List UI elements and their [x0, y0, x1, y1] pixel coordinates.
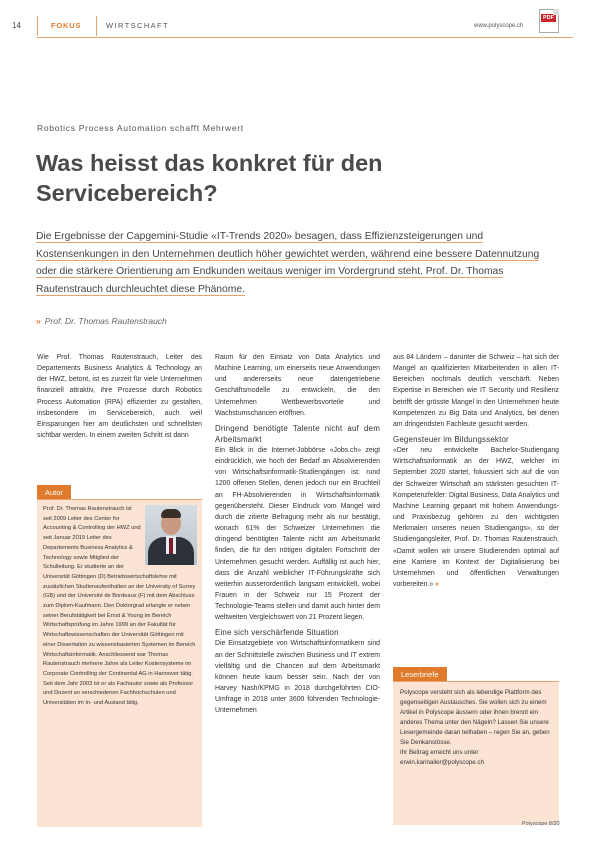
body-column-3	[393, 352, 559, 593]
article-kicker: Robotics Process Automation schafft Mehrwert	[37, 123, 244, 133]
end-mark-icon: «	[435, 580, 439, 588]
letters-box	[393, 667, 559, 825]
author-box	[37, 485, 202, 827]
letters-box-body	[400, 688, 554, 768]
letters-box-label: Leserbriefe	[393, 667, 447, 681]
author-name: Prof. Dr. Thomas Rautenstrauch	[44, 316, 167, 326]
subheading: Eine sich verschärfende Situation	[215, 628, 339, 638]
section-label: FOKUS	[51, 21, 82, 30]
ressort-label: WIRTSCHAFT	[106, 21, 170, 30]
body-paragraph	[393, 445, 559, 590]
body-paragraph: Ein Blick in die Internet-Jobbörse «Jobs.ch» zeigt eindrücklich, wie hoch der Bedarf an Absolvierenden von Wirtschaftsinformatik-Studiengängen ist: rund 1200 offenen Stellen, denen jedoch nur ein Bruchteil an FH-Absolvierenden in Wirtschaftsinformatik gegenübersteht. Dieser Eindruck vom Mangel wird durch die zitierte Befragung mehr als nur bestätigt, wonach 61% der Schweizer Unternehmen die dringend benötigten Talente nicht am Arbeitsmarkt finden, die für den nötigen digitalen Fortschritt der Unternehmen gesucht werden. Auffällig ist auch hier, dass die Anzahl weiblicher IT-Führungskräfte sich weiterhin ausserordentlich langsam entwickelt, wobei Frauen in der Schweiz nur 15 Prozent der Technologie-Teams stellen und damit auch hinter dem weltweiten Vergleichswert von 21 Prozent liegen.	[215, 446, 380, 622]
subheading: Gegensteuer im Bildungssektor	[393, 435, 509, 445]
body-paragraph: Die Einsatzgebiete von Wirtschaftsinformatikern sind an der Schnittstelle zwischen Business und IT extrem vielfältig und die Chancen auf dem Arbeitsmarkt können heute kaum besser sein. Nach der von Harvey Nash/KPMG in 2018 durchgeführten CIO-Umfrage in 2018 unter 3600 führenden Technologie-Unternehmen	[215, 640, 380, 715]
website-link[interactable]: www.polyscope.ch	[474, 23, 524, 29]
page-header	[0, 16, 595, 38]
body-paragraph: Raum für den Einsatz von Data Analytics und Machine Learning, um einerseits neue Anwendungen und andererseits neue datengetriebene Geschäftsmodelle zu entwickeln, die den Unternehmen Wettbewerbsvorteile und Wachstumschancen eröffnen.	[215, 354, 380, 417]
footer-issue: Polyscope 8/20	[522, 821, 560, 827]
letters-box-text: Polyscope versteht sich als lebendige Plattform des gegenseitigen Austausches. Sie wollen sich zu einem Artikel in Polyscope äussern oder ihnen brennt ein anderes Thema unter den Nägeln? Lassen Sie unsere Lesergemeinde daran teilhaben – regen Sie an, geben Sie Denkanstösse.	[400, 689, 550, 746]
body-paragraph: aus 84 Ländern – darunter die Schweiz – hat sich der Mangel an qualifizierten Mitarbeitenden in allen IT-Bereichen nochmals deutlich verschärft. Neben Expertise in Bereichen wie IT Security und Resilienz betrifft der grösste Mangel in den Unternehmen heute Kompetenzen zu Big Data und Analytics, bei denen am dringendsten Fachleute gesucht werden.	[393, 354, 559, 428]
author-box-body	[43, 505, 197, 709]
author-box-label: Autor	[37, 485, 71, 499]
body-paragraph: Wie Prof. Thomas Rautenstrauch, Leiter des Departements Business Analytics & Technology an der HWZ, betont, ist es zurzeit für viele Unternehmen finanziell attraktiv, ihre Prozesse durch Robotics Process Automation (RPA) effizienter zu gestalten, insbesondere im Servicebereich, auch weil Einsparungen hier am deutlichsten und schnellsten sichtbar werden. In einem zweiten Schritt ist dann	[37, 354, 202, 440]
subheading: Dringend benötigte Talente nicht auf dem Arbeitsmarkt	[215, 423, 380, 444]
header-divider	[96, 16, 97, 36]
article-author	[36, 316, 167, 326]
article-lead-text: Die Ergebnisse der Capgemini-Studie «IT-Trends 2020» besagen, dass Effizienzsteigerungen und Kostensenkungen in den Unternehmen deutlich höher gewichtet werden, während eine bessere Datennutzung oder die stärkere Orientierung am Endkunden weitaus weniger im Vordergrund steht. Prof. Dr. Thomas Rautenstrauch durchleuchtet diese Phänome.	[36, 231, 540, 295]
body-column-1	[37, 352, 202, 444]
body-paragraph-text: «Der neu entwickelte Bachelor-Studiengang Wirtschaftsinformatik an der HWZ, welcher im September 2020 startet, fokussiert sich auf die von der Schweizer Wirtschaft am stärksten gesuchten IT-Kompetenzfelder: Digital Business, Data Analytics und Machine Learning gepaart mit hohem Anwendungs- und Praxisbezug gehören zu den wichtigsten Merkmalen unseres neuen Studiengangs», so der Studiengangsleiter, Prof. Dr. Thomas Rautenstrauch. «Damit wollen wir unsere Studierenden optimal auf eine Karriere im Kontext der Digitalisierung bei Unternehmen und öffentlichen Verwaltungen vorbereiten.»	[393, 447, 559, 588]
pdf-icon[interactable]	[539, 9, 559, 33]
letters-contact-intro: Ihr Beitrag erreicht uns unter	[400, 749, 479, 756]
article-title: Was heisst das konkret für den Servicebereich?	[36, 150, 383, 206]
pdf-icon-label: PDF	[543, 15, 554, 21]
article-lead	[36, 228, 541, 298]
body-column-2	[215, 352, 380, 720]
author-bio: Prof. Dr. Thomas Rautenstrauch ist seit 2009 Leiter des Center for Accounting & Controlling der HWZ und seit Januar 2019 Leiter des Departements Business Analytics & Technology sowie Mitglied der Schulleitung. Er studierte an der Universität Göttingen (D) Betriebswirtschaftslehre mit zusätzlichen Studienaufenthalten an der University of Surrey (GB) und der Université de Bordeaux (F) mit dem Abschluss zum Diplom-Kaufmann. Den Doktorgrad erlangte er neben seiner Berufstätigkeit bei Ernst & Young im Bereich Wirtschaftsprüfung im Jahre 1999 an der Fakultät für Wirtschaftswissenschaften der Universität Göttingen mit einer Dissertation zu wissensbasierten Systemen im Bereich Wirtschaftsinformatik. Anschliessend war Thomas Rautenstrauch mehrere Jahre als Leiter Kostensysteme im Corporate Controlling der Continental AG in Hannover tätig. Seit dem Jahr 2003 ist er als Fachautor sowie als Professor und Dozent an verschiedenen Fachhochschulen und Universitäten im In- und Ausland tätig.	[43, 506, 196, 707]
author-arrow-icon: »	[36, 316, 41, 326]
page-number: 14	[12, 21, 21, 30]
author-photo	[145, 505, 197, 565]
letters-box-header	[393, 667, 559, 682]
letters-email-link[interactable]: erwin.karinaller@polyscope.ch	[400, 759, 485, 766]
author-box-header	[37, 485, 202, 500]
header-divider	[37, 16, 38, 36]
header-rule	[37, 37, 573, 38]
